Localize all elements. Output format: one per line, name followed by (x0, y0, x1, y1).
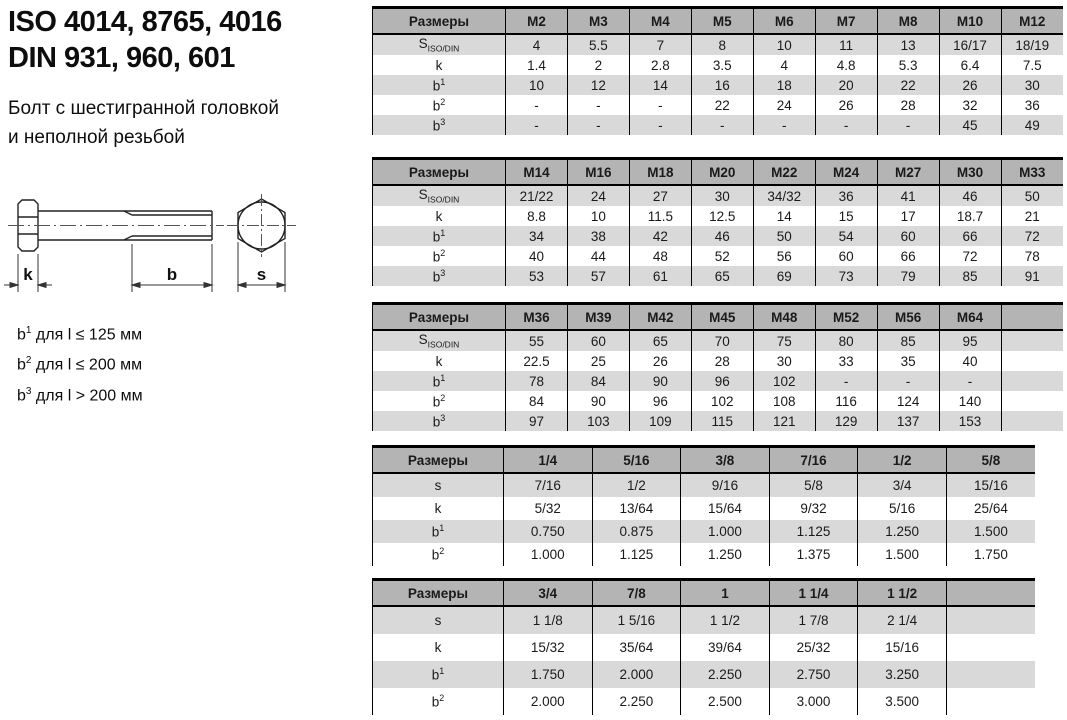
table-cell: 65 (629, 330, 691, 351)
column-header: M36 (506, 304, 568, 331)
table-cell: 61 (629, 266, 691, 286)
table-cell: 84 (567, 371, 629, 391)
column-header: M3 (567, 8, 629, 35)
table-cell: 60 (877, 226, 939, 246)
table-cell: 25 (567, 351, 629, 371)
table-cell: 60 (567, 330, 629, 351)
table-cell: 38 (567, 226, 629, 246)
table-cell: 26 (939, 75, 1001, 95)
table-cell: 17 (877, 206, 939, 226)
table-row (373, 115, 1064, 135)
table-cell: 49 (1001, 115, 1063, 135)
table-cell: - (506, 95, 568, 115)
dimension-table-metric-2 (372, 157, 1063, 286)
dimension-table-metric-3 (372, 302, 1063, 431)
column-header: 7/16 (769, 447, 858, 474)
table-row (373, 634, 1036, 661)
table-cell: 116 (815, 391, 877, 411)
table-cell: 2.750 (769, 661, 858, 688)
footnote: $b^2$ для l ≤ 200 мм (17, 355, 143, 374)
table-cell: 8 (691, 34, 753, 55)
row-label: k (373, 351, 506, 371)
table-cell: 79 (877, 266, 939, 286)
row-label: k (373, 55, 506, 75)
page-title-line2: DIN 931, 960, 601 (8, 42, 235, 74)
table-cell: - (815, 371, 877, 391)
table-cell: 15/16 (946, 473, 1035, 497)
table-cell: 20 (815, 75, 877, 95)
corner-header: Размеры (373, 447, 504, 474)
table-cell: - (629, 95, 691, 115)
table-cell: 1.125 (592, 543, 681, 566)
table-cell: 57 (567, 266, 629, 286)
column-header: M64 (939, 304, 1001, 331)
table-cell: 52 (691, 246, 753, 266)
table-cell: 102 (691, 391, 753, 411)
table-cell: 25/64 (946, 497, 1035, 520)
footnotes (17, 318, 143, 409)
table-row (373, 75, 1064, 95)
table-cell: 16/17 (939, 34, 1001, 55)
table-cell: 35/64 (592, 634, 681, 661)
table-cell: 95 (939, 330, 1001, 351)
dim-label-k: k (23, 265, 33, 284)
page-subtitle-line2: и неполной резьбой (8, 127, 185, 148)
table-row (373, 688, 1036, 715)
column-header: 5/8 (946, 447, 1035, 474)
table-cell: 124 (877, 391, 939, 411)
table-cell: 4 (506, 34, 568, 55)
table-cell: 28 (877, 95, 939, 115)
table-row (373, 330, 1064, 351)
footnote: $b^1$ для l ≤ 125 мм (17, 325, 143, 344)
table-cell: 39/64 (681, 634, 770, 661)
table-cell: 73 (815, 266, 877, 286)
table-cell: 1 1/2 (681, 606, 770, 634)
table-cell: 1.750 (504, 661, 593, 688)
table-row (373, 351, 1064, 371)
table-cell: 2.250 (681, 661, 770, 688)
table-cell: 4.8 (815, 55, 877, 75)
table-cell: 60 (815, 246, 877, 266)
table-cell: 13 (877, 34, 939, 55)
table-cell: - (567, 95, 629, 115)
table-cell-empty (1001, 411, 1063, 431)
table-cell: 34/32 (753, 185, 815, 206)
row-label: $b^2$ (373, 95, 506, 115)
table-cell: 35 (877, 351, 939, 371)
table-cell: 7.5 (1001, 55, 1063, 75)
table-cell: 54 (815, 226, 877, 246)
corner-header: Размеры (373, 8, 506, 35)
table-row (373, 606, 1036, 634)
table-cell: 4 (753, 55, 815, 75)
table-cell: 14 (629, 75, 691, 95)
table-cell-empty (946, 688, 1035, 715)
bolt-drawing (0, 188, 330, 310)
table-cell: 27 (629, 185, 691, 206)
table-cell: 34 (506, 226, 568, 246)
table-cell: 80 (815, 330, 877, 351)
table-row (373, 497, 1036, 520)
row-label: $S_{ISO/DIN}$ (373, 330, 506, 351)
table-cell: 14 (753, 206, 815, 226)
column-header: 1/2 (858, 447, 947, 474)
column-header: M56 (877, 304, 939, 331)
table-cell: 72 (1001, 226, 1063, 246)
column-header-empty (1001, 304, 1063, 331)
table-cell: 15/64 (681, 497, 770, 520)
table-row (373, 266, 1064, 286)
table-cell: 40 (939, 351, 1001, 371)
table-cell: - (753, 115, 815, 135)
table-cell: 66 (877, 246, 939, 266)
table-cell: - (939, 371, 1001, 391)
table-cell: 1 5/16 (592, 606, 681, 634)
row-label: k (373, 497, 504, 520)
table-cell: 55 (506, 330, 568, 351)
table-cell: 16 (691, 75, 753, 95)
table-cell: 72 (939, 246, 1001, 266)
table-cell: 7/16 (504, 473, 593, 497)
row-label: $b^2$ (373, 391, 506, 411)
column-header: M45 (691, 304, 753, 331)
table-cell: 1 7/8 (769, 606, 858, 634)
table-cell: 0.750 (504, 520, 593, 543)
column-header: 1 1/2 (858, 580, 947, 607)
table-cell-empty (946, 661, 1035, 688)
table-cell: 1.4 (506, 55, 568, 75)
column-header: M5 (691, 8, 753, 35)
table-cell: 50 (753, 226, 815, 246)
table-cell-empty (1001, 371, 1063, 391)
table-cell: - (815, 115, 877, 135)
table-row (373, 411, 1064, 431)
table-cell: 12.5 (691, 206, 753, 226)
table-cell: 5/8 (769, 473, 858, 497)
table-cell: 2.000 (592, 661, 681, 688)
table-cell: 91 (1001, 266, 1063, 286)
table-cell: 30 (753, 351, 815, 371)
table-cell: 5.3 (877, 55, 939, 75)
table-cell: 18/19 (1001, 34, 1063, 55)
table-cell: 3.500 (858, 688, 947, 715)
corner-header: Размеры (373, 159, 506, 186)
table-cell: 21/22 (506, 185, 568, 206)
table-cell-empty (1001, 391, 1063, 411)
table-cell: 109 (629, 411, 691, 431)
table-cell: 25/32 (769, 634, 858, 661)
table-cell: 90 (629, 371, 691, 391)
table-cell: 2.500 (681, 688, 770, 715)
row-label: $b^1$ (373, 520, 504, 543)
column-header: 5/16 (592, 447, 681, 474)
table-cell-empty (1001, 351, 1063, 371)
table-cell: 48 (629, 246, 691, 266)
table-cell: 30 (1001, 75, 1063, 95)
table-row (373, 543, 1036, 566)
table-cell: 11 (815, 34, 877, 55)
table-cell: 21 (1001, 206, 1063, 226)
row-label: $b^1$ (373, 661, 504, 688)
column-header: M8 (877, 8, 939, 35)
row-label: s (373, 473, 504, 497)
table-cell: - (877, 115, 939, 135)
table-cell: 1.250 (858, 520, 947, 543)
page-subtitle-line1: Болт с шестигранной головкой (8, 98, 279, 119)
table-cell: 1.375 (769, 543, 858, 566)
table-cell: 69 (753, 266, 815, 286)
dim-label-b: b (166, 265, 178, 284)
column-header: 1 1/4 (769, 580, 858, 607)
table-cell: 15/32 (504, 634, 593, 661)
table-row (373, 95, 1064, 115)
dimension-table-imperial-1 (372, 445, 1035, 566)
table-cell: 5/32 (504, 497, 593, 520)
row-label: $b^2$ (373, 246, 506, 266)
table-cell: 50 (1001, 185, 1063, 206)
table-cell: 10 (506, 75, 568, 95)
table-cell: 140 (939, 391, 1001, 411)
table-cell: 90 (567, 391, 629, 411)
table-cell: 121 (753, 411, 815, 431)
table-cell: 9/16 (681, 473, 770, 497)
table-cell: 12 (567, 75, 629, 95)
column-header: M18 (629, 159, 691, 186)
table-cell: - (506, 115, 568, 135)
table-cell: 3.250 (858, 661, 947, 688)
table-cell: 78 (1001, 246, 1063, 266)
column-header: M14 (506, 159, 568, 186)
title-block (8, 4, 282, 76)
table-cell: 42 (629, 226, 691, 246)
table-cell: 24 (567, 185, 629, 206)
row-label: $S_{ISO/DIN}$ (373, 185, 506, 206)
row-label: $b^3$ (373, 266, 506, 286)
row-label: $b^1$ (373, 75, 506, 95)
header-row (373, 159, 1064, 186)
table-cell: 96 (691, 371, 753, 391)
table-cell: 129 (815, 411, 877, 431)
table-cell: 1.000 (504, 543, 593, 566)
table-cell: 18 (753, 75, 815, 95)
table-row (373, 55, 1064, 75)
header-row (373, 8, 1064, 35)
column-header: M24 (815, 159, 877, 186)
table-cell: 30 (691, 185, 753, 206)
table-cell: 24 (753, 95, 815, 115)
table-cell: 28 (691, 351, 753, 371)
table-cell: 66 (939, 226, 1001, 246)
column-header: M48 (753, 304, 815, 331)
table-cell: 40 (506, 246, 568, 266)
table-cell: 18.7 (939, 206, 1001, 226)
table-cell: 53 (506, 266, 568, 286)
column-header: M6 (753, 8, 815, 35)
row-label: $b^1$ (373, 226, 506, 246)
table-cell: 1.500 (946, 520, 1035, 543)
column-header: M2 (506, 8, 568, 35)
row-label: $b^1$ (373, 371, 506, 391)
column-header: 3/4 (504, 580, 593, 607)
table-cell: 2.250 (592, 688, 681, 715)
column-header: M7 (815, 8, 877, 35)
table-cell: 75 (753, 330, 815, 351)
table-cell: 46 (691, 226, 753, 246)
table-row (373, 226, 1064, 246)
column-header: M52 (815, 304, 877, 331)
table-cell: 6.4 (939, 55, 1001, 75)
table-row (373, 34, 1064, 55)
table-cell: 153 (939, 411, 1001, 431)
corner-header: Размеры (373, 580, 504, 607)
header-row (373, 580, 1036, 607)
table-cell: 41 (877, 185, 939, 206)
table-cell: 70 (691, 330, 753, 351)
column-header: M12 (1001, 8, 1063, 35)
table-cell: 3/4 (858, 473, 947, 497)
table-cell-empty (946, 606, 1035, 634)
table-cell: - (629, 115, 691, 135)
table-cell: 78 (506, 371, 568, 391)
column-header: 3/8 (681, 447, 770, 474)
column-header: M10 (939, 8, 1001, 35)
table-cell: 45 (939, 115, 1001, 135)
footnote: $b^3$ для l > 200 мм (17, 385, 143, 404)
table-cell: 1.125 (769, 520, 858, 543)
table-cell: 2.000 (504, 688, 593, 715)
row-label: s (373, 606, 504, 634)
table-cell: 1.250 (681, 543, 770, 566)
row-label: $b^2$ (373, 543, 504, 566)
table-cell: 10 (753, 34, 815, 55)
column-header: M27 (877, 159, 939, 186)
table-cell: 26 (815, 95, 877, 115)
table-row (373, 661, 1036, 688)
table-row (373, 371, 1064, 391)
table-cell: 10 (567, 206, 629, 226)
table-cell: 1 1/8 (504, 606, 593, 634)
table-cell: 5.5 (567, 34, 629, 55)
table-cell: 108 (753, 391, 815, 411)
table-cell: 1.750 (946, 543, 1035, 566)
table-cell: 97 (506, 411, 568, 431)
corner-header: Размеры (373, 304, 506, 331)
table-cell: 33 (815, 351, 877, 371)
row-label: k (373, 634, 504, 661)
dim-label-s: s (256, 265, 267, 284)
column-header: M20 (691, 159, 753, 186)
table-cell: 22.5 (506, 351, 568, 371)
page-title-line1: ISO 4014, 8765, 4016 (8, 6, 282, 38)
header-row (373, 304, 1064, 331)
table-cell: - (567, 115, 629, 135)
table-row (373, 473, 1036, 497)
table-cell: 3.5 (691, 55, 753, 75)
table-cell: 2 1/4 (858, 606, 947, 634)
table-cell: 22 (877, 75, 939, 95)
column-header: 1/4 (504, 447, 593, 474)
column-header: M22 (753, 159, 815, 186)
table-cell: 85 (877, 330, 939, 351)
dimension-table-metric-1 (372, 6, 1063, 135)
table-cell: 8.8 (506, 206, 568, 226)
column-header: M39 (567, 304, 629, 331)
header-row (373, 447, 1036, 474)
table-cell-empty (946, 634, 1035, 661)
row-label: $b^3$ (373, 115, 506, 135)
table-cell: 1.500 (858, 543, 947, 566)
table-cell: 22 (691, 95, 753, 115)
table-cell: 1/2 (592, 473, 681, 497)
table-cell: 2 (567, 55, 629, 75)
subtitle-block (8, 94, 279, 152)
table-cell: 44 (567, 246, 629, 266)
table-row (373, 520, 1036, 543)
table-cell: 96 (629, 391, 691, 411)
column-header: M33 (1001, 159, 1063, 186)
table-cell: 84 (506, 391, 568, 411)
column-header: 7/8 (592, 580, 681, 607)
table-cell: 11.5 (629, 206, 691, 226)
table-cell: 36 (1001, 95, 1063, 115)
table-cell: 26 (629, 351, 691, 371)
table-row (373, 391, 1064, 411)
table-cell: 85 (939, 266, 1001, 286)
table-cell: 5/16 (858, 497, 947, 520)
table-cell: 36 (815, 185, 877, 206)
column-header: M4 (629, 8, 691, 35)
column-header-empty (946, 580, 1035, 607)
table-cell: 3.000 (769, 688, 858, 715)
table-cell: 137 (877, 411, 939, 431)
column-header: M16 (567, 159, 629, 186)
table-cell: 56 (753, 246, 815, 266)
table-cell: 7 (629, 34, 691, 55)
table-cell: 65 (691, 266, 753, 286)
table-cell: - (691, 115, 753, 135)
table-cell: 0.875 (592, 520, 681, 543)
table-cell: 46 (939, 185, 1001, 206)
table-row (373, 246, 1064, 266)
row-label: k (373, 206, 506, 226)
table-row (373, 185, 1064, 206)
table-cell: 15 (815, 206, 877, 226)
table-cell: 102 (753, 371, 815, 391)
table-cell: 9/32 (769, 497, 858, 520)
table-cell: 2.8 (629, 55, 691, 75)
row-label: $b^3$ (373, 411, 506, 431)
table-cell: 103 (567, 411, 629, 431)
table-cell: 13/64 (592, 497, 681, 520)
table-cell: 1.000 (681, 520, 770, 543)
dimension-table-imperial-2 (372, 578, 1035, 715)
table-cell: - (877, 371, 939, 391)
table-cell: 32 (939, 95, 1001, 115)
row-label: $S_{ISO/DIN}$ (373, 34, 506, 55)
table-row (373, 206, 1064, 226)
table-cell: 115 (691, 411, 753, 431)
row-label: $b^2$ (373, 688, 504, 715)
table-cell: 15/16 (858, 634, 947, 661)
table-cell-empty (1001, 330, 1063, 351)
column-header: M42 (629, 304, 691, 331)
column-header: 1 (681, 580, 770, 607)
column-header: M30 (939, 159, 1001, 186)
